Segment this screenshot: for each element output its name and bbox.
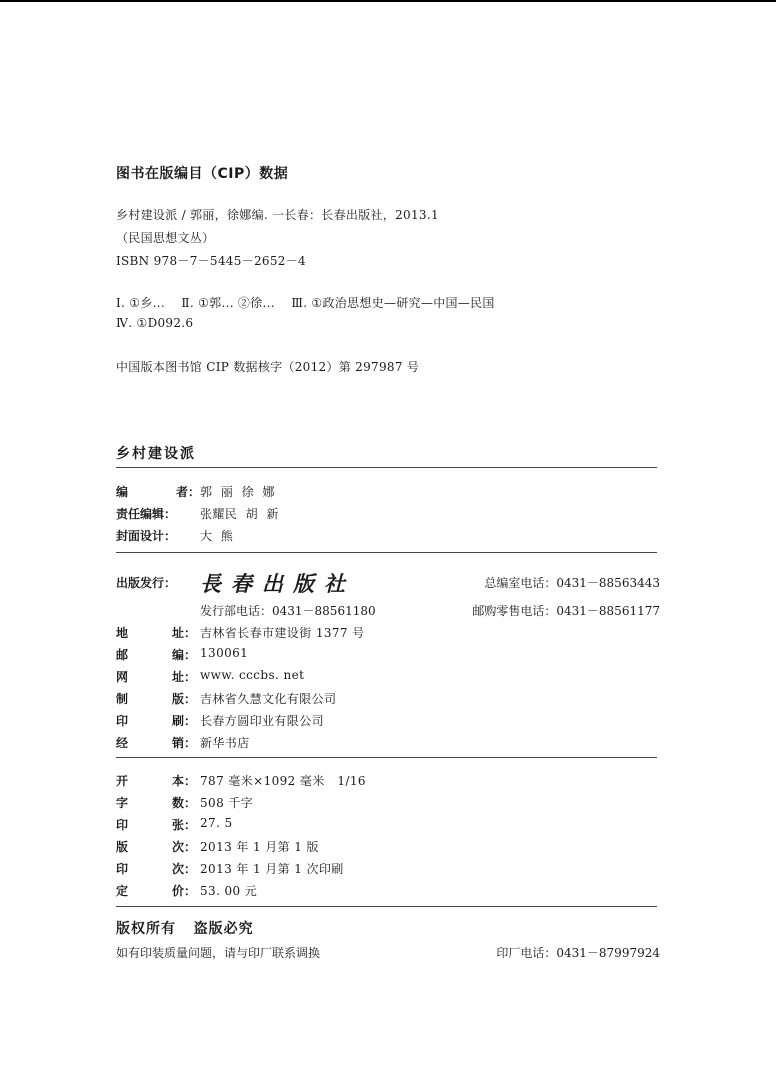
credit-value: 大 熊 <box>200 529 234 543</box>
spec-label: 版 次 ： <box>116 840 197 854</box>
credit-responsible-editor <box>116 505 279 522</box>
spec-label: 字 数 ： <box>116 796 197 810</box>
divider <box>116 757 657 758</box>
distributor-value: 新华书店 <box>200 736 250 750</box>
cip-classification-1: Ⅰ. ①乡... Ⅱ. ①郭... ②徐... Ⅲ. ①政治思想史—研究—中国—民国 <box>116 296 495 310</box>
website-value: www. cccbs. net <box>200 668 305 682</box>
quality-notice: 如有印装质量问题，请与印厂联系调换 <box>116 946 321 960</box>
distribution-phone: 发行部电话：0431－88561180 <box>200 604 376 618</box>
cip-approval-number: 中国版本图书馆 CIP 数据核字（2012）第 297987 号 <box>116 360 420 374</box>
spec-row <box>116 838 319 855</box>
divider <box>116 906 657 907</box>
divider <box>116 552 657 553</box>
credit-label: 责任编辑： <box>116 507 177 521</box>
top-border <box>0 0 776 2</box>
divider <box>116 467 657 468</box>
printer-phone: 印厂电话：0431－87997924 <box>496 946 660 960</box>
price-value: 53. 00 元 <box>200 884 258 898</box>
publisher-detail-row <box>116 690 336 707</box>
editorial-office-phone: 总编室电话：0431－88563443 <box>484 576 660 590</box>
cip-isbn: ISBN 978－7－5445－2652－4 <box>116 254 306 268</box>
credit-editor <box>116 483 275 500</box>
spec-row <box>116 860 344 877</box>
address-value: 吉林省长春市建设街 1377 号 <box>200 626 365 640</box>
publisher-detail-row <box>116 624 365 641</box>
spec-row <box>116 772 366 789</box>
credit-label: 编 者 ： <box>116 485 200 499</box>
printer-value: 长春方圆印业有限公司 <box>200 714 325 728</box>
format-value: 787 毫米×1092 毫米 1/16 <box>200 774 366 788</box>
cip-entry: 乡村建设派 / 郭丽，徐娜编. 一长春：长春出版社，2013.1 <box>116 208 439 222</box>
prepress-value: 吉林省久慧文化有限公司 <box>200 692 337 706</box>
cip-title: 图书在版编目（CIP）数据 <box>116 166 289 182</box>
spec-row <box>116 882 257 899</box>
publisher-detail-row <box>116 712 324 729</box>
spec-label: 开 本 ： <box>116 774 197 788</box>
spec-label: 定 价 ： <box>116 884 197 898</box>
publisher-detail-row <box>116 734 250 751</box>
publisher-label: 出版发行： <box>116 576 177 590</box>
credit-value: 郭 丽 徐 娜 <box>200 485 275 499</box>
word-count-value: 508 千字 <box>200 796 254 810</box>
spec-label: 印 次 ： <box>116 862 197 876</box>
detail-label: 网 址 ： <box>116 670 197 684</box>
publisher-row <box>116 571 355 598</box>
mail-order-phone: 邮购零售电话：0431－88561177 <box>472 604 660 618</box>
copyright-title: 版权所有 盗版必究 <box>116 921 254 937</box>
detail-label: 经 销 ： <box>116 736 197 750</box>
credit-label: 封面设计： <box>116 529 177 543</box>
detail-label: 地 址 ： <box>116 626 197 640</box>
spec-row <box>116 816 233 833</box>
cip-series: （民国思想文丛） <box>116 231 215 245</box>
detail-label: 制 版 ： <box>116 692 197 706</box>
sheets-value: 27. 5 <box>200 816 233 830</box>
book-title: 乡村建设派 <box>116 446 196 462</box>
credit-value: 张耀民 胡 新 <box>200 507 279 521</box>
detail-label: 邮 编 ： <box>116 648 197 662</box>
postcode-value: 130061 <box>200 646 249 660</box>
spec-row <box>116 794 253 811</box>
publisher-detail-row <box>116 646 248 663</box>
edition-value: 2013 年 1 月第 1 版 <box>200 840 319 854</box>
spec-label: 印 张 ： <box>116 818 197 832</box>
detail-label: 印 刷 ： <box>116 714 197 728</box>
publisher-logo: 長春出版社 <box>200 571 355 596</box>
printing-value: 2013 年 1 月第 1 次印刷 <box>200 862 344 876</box>
credit-cover-design <box>116 527 233 544</box>
cip-classification-2: Ⅳ. ①D092.6 <box>116 316 194 330</box>
publisher-detail-row <box>116 668 304 685</box>
